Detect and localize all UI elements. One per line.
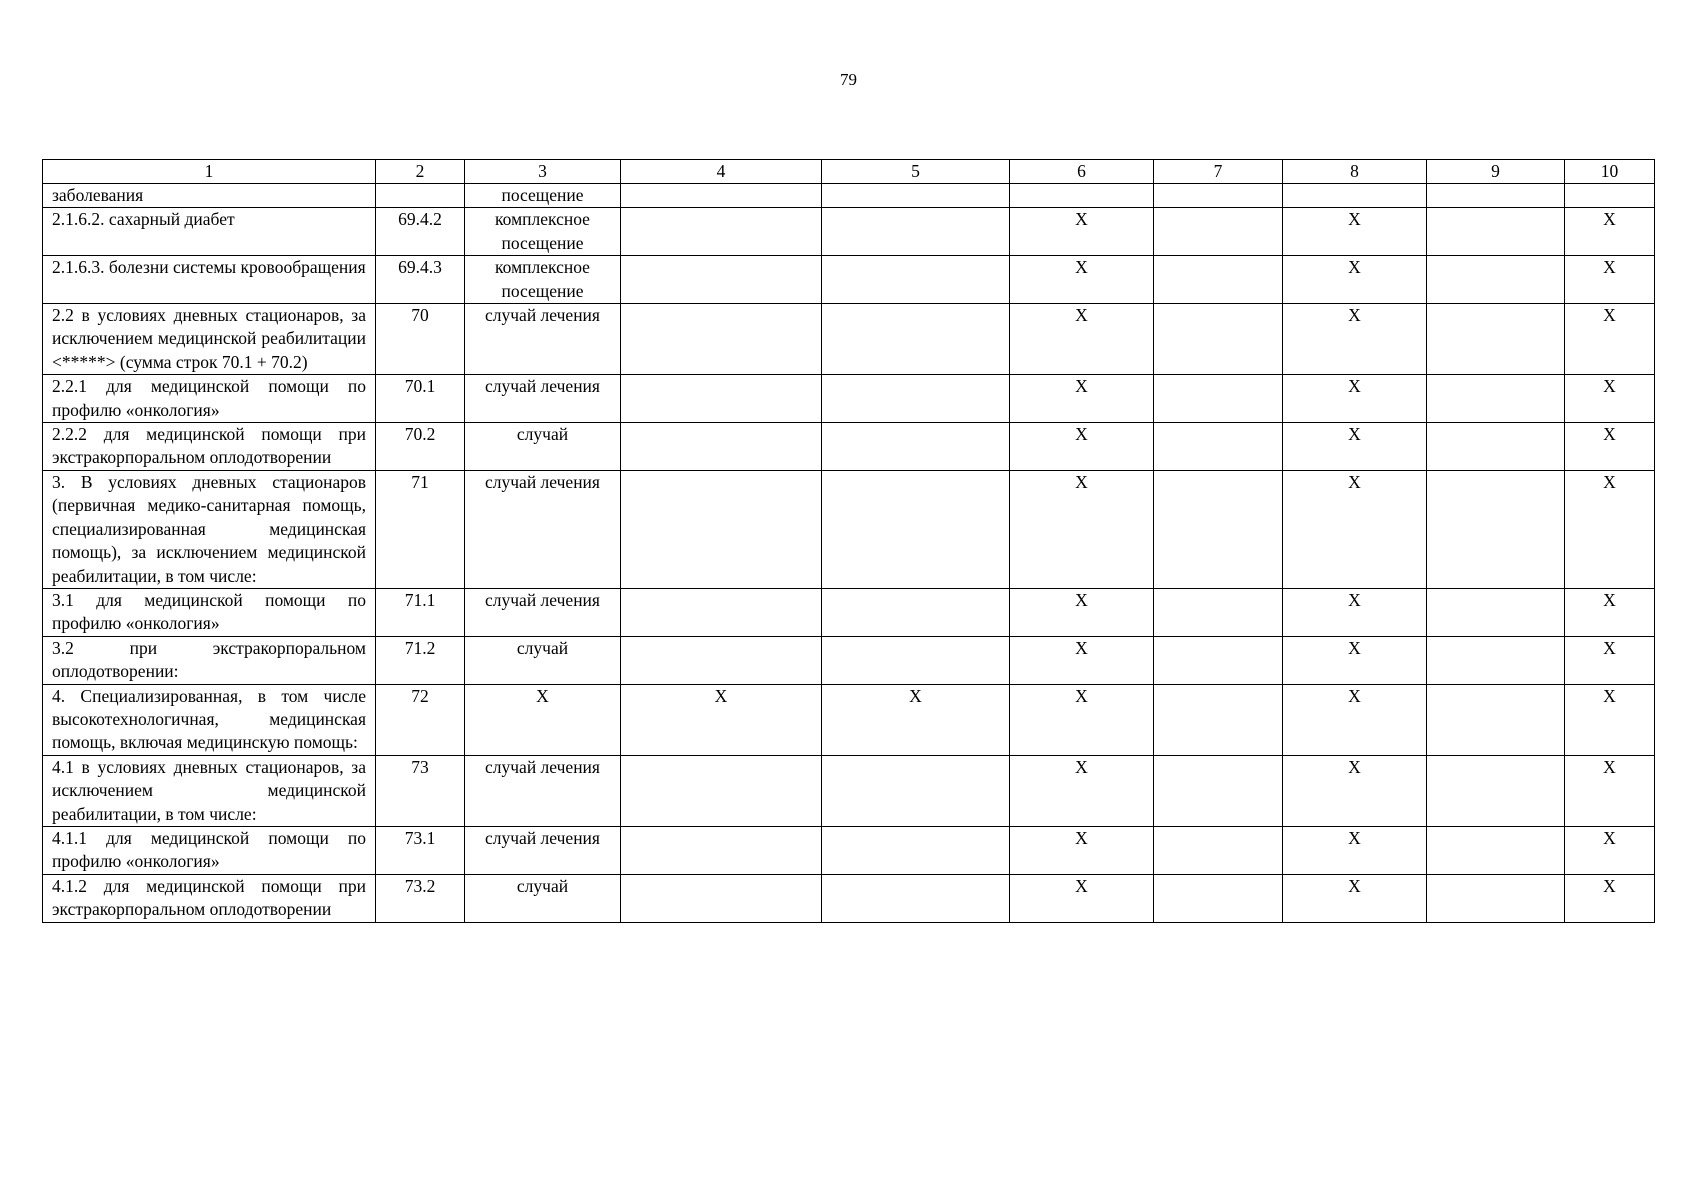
row-unit-cell: случай лечения: [465, 375, 621, 423]
row-unit-cell: случай: [465, 874, 621, 922]
col-10-cell: X: [1565, 208, 1655, 256]
col-4-cell: [621, 588, 822, 636]
table-row: [43, 208, 1655, 256]
table-row: [43, 755, 1655, 826]
row-name-cell: 3. В условиях дневных стационаров (первичная медико-санитарная помощь, специализированная медицинская помощь), за исключением медицинской реабилитации, в том числе:: [43, 470, 376, 588]
col-9-cell: [1427, 588, 1565, 636]
col-6-cell: X: [1010, 256, 1154, 304]
row-name-cell: 3.2 при экстракорпоральном оплодотворении:: [43, 636, 376, 684]
table-row: [43, 304, 1655, 375]
col-10-cell: X: [1565, 588, 1655, 636]
column-header: 10: [1565, 160, 1655, 184]
col-5-cell: [822, 588, 1010, 636]
row-unit-cell: комплексное посещение: [465, 208, 621, 256]
col-8-cell: X: [1283, 304, 1427, 375]
col-10-cell: X: [1565, 375, 1655, 423]
table-row: [43, 375, 1655, 423]
col-6-cell: X: [1010, 874, 1154, 922]
row-code-cell: 71: [376, 470, 465, 588]
row-code-cell: 70.1: [376, 375, 465, 423]
column-header: 5: [822, 160, 1010, 184]
row-unit-cell: случай лечения: [465, 755, 621, 826]
col-5-cell: X: [822, 684, 1010, 755]
col-9-cell: [1427, 470, 1565, 588]
col-9-cell: [1427, 874, 1565, 922]
row-unit-cell: комплексное посещение: [465, 256, 621, 304]
col-7-cell: [1154, 304, 1283, 375]
column-header: 6: [1010, 160, 1154, 184]
col-8-cell: X: [1283, 423, 1427, 471]
row-code-cell: 70.2: [376, 423, 465, 471]
row-code-cell: 69.4.3: [376, 256, 465, 304]
col-10-cell: X: [1565, 684, 1655, 755]
row-unit-cell: случай: [465, 636, 621, 684]
col-8-cell: X: [1283, 208, 1427, 256]
col-5-cell: [822, 256, 1010, 304]
col-9-cell: [1427, 375, 1565, 423]
row-unit-cell: случай: [465, 423, 621, 471]
col-4-cell: [621, 375, 822, 423]
row-code-cell: 71.1: [376, 588, 465, 636]
row-name-cell: 4.1.2 для медицинской помощи при экстракорпоральном оплодотворении: [43, 874, 376, 922]
col-7-cell: [1154, 636, 1283, 684]
col-4-cell: [621, 256, 822, 304]
col-6-cell: X: [1010, 304, 1154, 375]
col-8-cell: X: [1283, 470, 1427, 588]
col-7-cell: [1154, 755, 1283, 826]
row-name-cell: 2.1.6.2. сахарный диабет: [43, 208, 376, 256]
column-header: 9: [1427, 160, 1565, 184]
col-8-cell: X: [1283, 375, 1427, 423]
col-5-cell: [822, 375, 1010, 423]
col-7-cell: [1154, 874, 1283, 922]
row-name-cell: 4. Специализированная, в том числе высокотехнологичная, медицинская помощь, включая медицинскую помощь:: [43, 684, 376, 755]
col-6-cell: X: [1010, 375, 1154, 423]
col-4-cell: [621, 184, 822, 208]
row-unit-cell: случай лечения: [465, 470, 621, 588]
col-10-cell: X: [1565, 304, 1655, 375]
col-4-cell: [621, 470, 822, 588]
column-header: 7: [1154, 160, 1283, 184]
col-5-cell: [822, 826, 1010, 874]
row-name-cell: 4.1 в условиях дневных стационаров, за исключением медицинской реабилитации, в том числе:: [43, 755, 376, 826]
data-table: [42, 159, 1655, 923]
table-row: [43, 588, 1655, 636]
row-name-cell: 3.1 для медицинской помощи по профилю «онкология»: [43, 588, 376, 636]
table-row: [43, 470, 1655, 588]
row-name-cell: 2.1.6.3. болезни системы кровообращения: [43, 256, 376, 304]
col-8-cell: X: [1283, 636, 1427, 684]
col-9-cell: [1427, 208, 1565, 256]
col-8-cell: X: [1283, 755, 1427, 826]
col-9-cell: [1427, 184, 1565, 208]
col-9-cell: [1427, 684, 1565, 755]
col-5-cell: [822, 423, 1010, 471]
row-code-cell: 73: [376, 755, 465, 826]
col-4-cell: [621, 208, 822, 256]
col-7-cell: [1154, 423, 1283, 471]
col-4-cell: [621, 755, 822, 826]
col-10-cell: X: [1565, 755, 1655, 826]
row-unit-cell: случай лечения: [465, 826, 621, 874]
table-row: [43, 256, 1655, 304]
col-5-cell: [822, 470, 1010, 588]
col-6-cell: X: [1010, 826, 1154, 874]
table-row: [43, 684, 1655, 755]
row-unit-cell: посещение: [465, 184, 621, 208]
col-4-cell: [621, 826, 822, 874]
col-10-cell: [1565, 184, 1655, 208]
row-code-cell: 73.2: [376, 874, 465, 922]
col-7-cell: [1154, 588, 1283, 636]
column-header: 3: [465, 160, 621, 184]
col-6-cell: [1010, 184, 1154, 208]
row-unit-cell: случай лечения: [465, 588, 621, 636]
col-7-cell: [1154, 208, 1283, 256]
col-9-cell: [1427, 304, 1565, 375]
col-8-cell: X: [1283, 826, 1427, 874]
col-10-cell: X: [1565, 470, 1655, 588]
col-7-cell: [1154, 375, 1283, 423]
col-10-cell: X: [1565, 423, 1655, 471]
row-name-cell: 4.1.1 для медицинской помощи по профилю «онкология»: [43, 826, 376, 874]
col-7-cell: [1154, 684, 1283, 755]
table-row: [43, 184, 1655, 208]
col-4-cell: [621, 304, 822, 375]
row-code-cell: 71.2: [376, 636, 465, 684]
col-7-cell: [1154, 826, 1283, 874]
row-code-cell: 69.4.2: [376, 208, 465, 256]
col-7-cell: [1154, 470, 1283, 588]
col-8-cell: X: [1283, 256, 1427, 304]
table-row: [43, 423, 1655, 471]
row-code-cell: 70: [376, 304, 465, 375]
col-10-cell: X: [1565, 874, 1655, 922]
col-6-cell: X: [1010, 588, 1154, 636]
col-5-cell: [822, 304, 1010, 375]
col-9-cell: [1427, 826, 1565, 874]
col-6-cell: X: [1010, 755, 1154, 826]
row-code-cell: [376, 184, 465, 208]
row-name-cell: 2.2.2 для медицинской помощи при экстракорпоральном оплодотворении: [43, 423, 376, 471]
header-row: [43, 160, 1655, 184]
col-6-cell: X: [1010, 423, 1154, 471]
col-9-cell: [1427, 423, 1565, 471]
column-header: 8: [1283, 160, 1427, 184]
row-unit-cell: X: [465, 684, 621, 755]
table-row: [43, 636, 1655, 684]
table-row: [43, 874, 1655, 922]
col-7-cell: [1154, 256, 1283, 304]
table-row: [43, 826, 1655, 874]
col-4-cell: [621, 874, 822, 922]
col-4-cell: [621, 423, 822, 471]
page-number: 79: [840, 70, 857, 89]
col-4-cell: X: [621, 684, 822, 755]
col-6-cell: X: [1010, 208, 1154, 256]
col-9-cell: [1427, 256, 1565, 304]
col-5-cell: [822, 874, 1010, 922]
col-6-cell: X: [1010, 684, 1154, 755]
row-name-cell: заболевания: [43, 184, 376, 208]
row-name-cell: 2.2 в условиях дневных стационаров, за исключением медицинской реабилитации <*****> (сумма строк 70.1 + 70.2): [43, 304, 376, 375]
column-header: 1: [43, 160, 376, 184]
col-5-cell: [822, 636, 1010, 684]
col-8-cell: X: [1283, 684, 1427, 755]
col-8-cell: X: [1283, 588, 1427, 636]
row-unit-cell: случай лечения: [465, 304, 621, 375]
row-code-cell: 72: [376, 684, 465, 755]
col-8-cell: [1283, 184, 1427, 208]
col-4-cell: [621, 636, 822, 684]
col-9-cell: [1427, 636, 1565, 684]
col-8-cell: X: [1283, 874, 1427, 922]
col-5-cell: [822, 184, 1010, 208]
row-code-cell: 73.1: [376, 826, 465, 874]
col-6-cell: X: [1010, 470, 1154, 588]
col-5-cell: [822, 208, 1010, 256]
col-10-cell: X: [1565, 256, 1655, 304]
row-name-cell: 2.2.1 для медицинской помощи по профилю «онкология»: [43, 375, 376, 423]
col-10-cell: X: [1565, 826, 1655, 874]
col-5-cell: [822, 755, 1010, 826]
col-10-cell: X: [1565, 636, 1655, 684]
column-header: 2: [376, 160, 465, 184]
col-7-cell: [1154, 184, 1283, 208]
column-header: 4: [621, 160, 822, 184]
col-6-cell: X: [1010, 636, 1154, 684]
col-9-cell: [1427, 755, 1565, 826]
